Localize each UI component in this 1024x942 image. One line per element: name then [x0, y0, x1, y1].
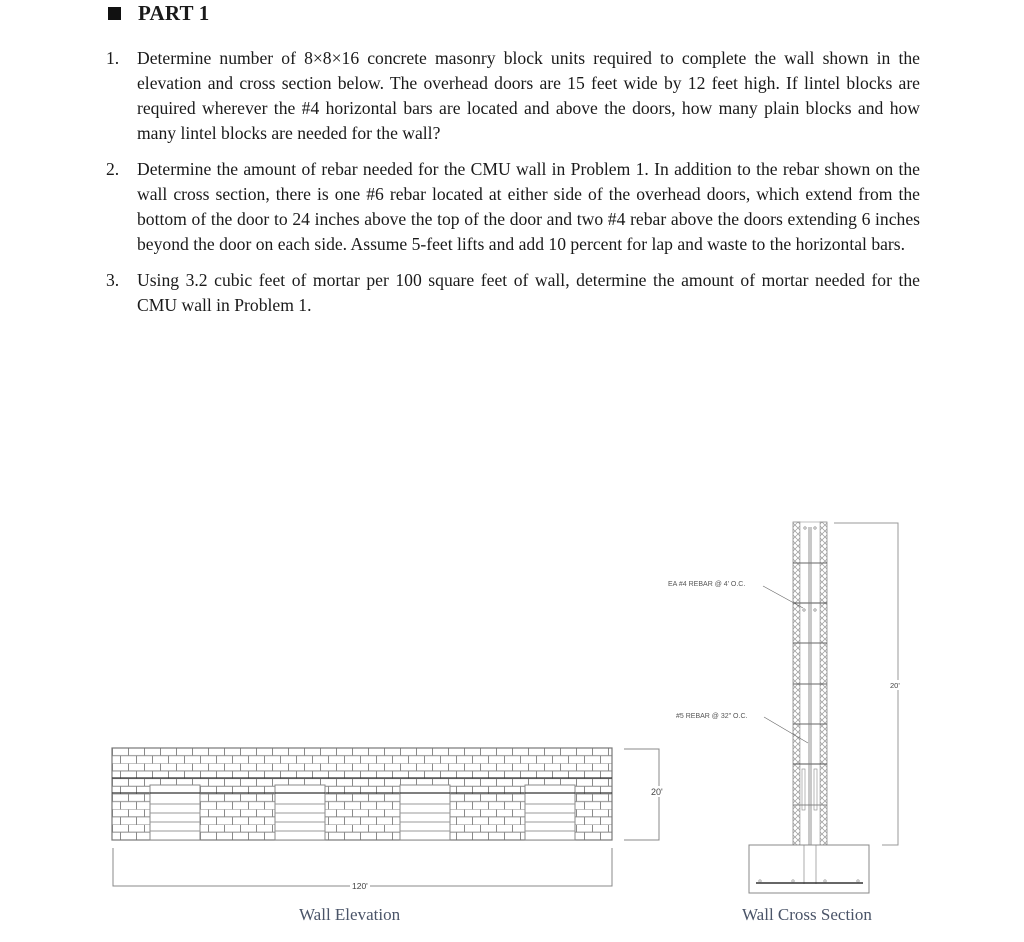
elevation-height-label: 20'	[651, 787, 663, 797]
overhead-door	[275, 785, 325, 840]
overhead-door	[400, 785, 450, 840]
cross-section-height-dimension	[834, 523, 903, 845]
wall-elevation	[112, 748, 664, 891]
footing	[749, 845, 869, 893]
elevation-caption: Wall Elevation	[299, 905, 401, 924]
cross-section-caption: Wall Cross Section	[742, 905, 872, 924]
elevation-length-label: 120'	[352, 881, 368, 891]
problem-text: Determine number of 8×8×16 concrete masonry block units required to complete the wall shown in the elevation and cross section below. The overhead doors are 15 feet wide by 12 feet high. If lintel blocks are required wherever the #4 horizontal bars are located and above the doors, how many plain blocks and how many lintel blocks are needed for the wall?	[137, 48, 920, 143]
wall-cross-section	[668, 522, 903, 893]
problem-number: 3.	[106, 270, 120, 290]
elevation-length-dimension	[113, 848, 612, 891]
callout-vertical-rebar: #5 REBAR @ 32" O.C.	[676, 713, 748, 720]
overhead-door	[525, 785, 575, 840]
elevation-height-dimension	[624, 749, 664, 840]
problem-number: 2.	[106, 159, 120, 179]
callout-horizontal-rebar: EA #4 REBAR @ 4' O.C.	[668, 581, 746, 588]
problem-text: Using 3.2 cubic feet of mortar per 100 square feet of wall, determine the amount of mortar needed for the CMU wall in Problem 1.	[137, 270, 920, 315]
problem-number: 1.	[106, 48, 120, 68]
section-title: PART 1	[138, 1, 210, 25]
problem-text: Determine the amount of rebar needed for the CMU wall in Problem 1. In addition to the rebar shown on the wall cross section, there is one #6 rebar located at either side of the overhead doors, which extend from the bottom of the door to 24 inches above the top of the door and two #4 rebar above the doors extending 6 inches beyond the door on each side. Assume 5-feet lifts and add 10 percent for lap and waste to the horizontal bars.	[137, 159, 920, 254]
overhead-door	[150, 785, 200, 840]
cross-section-height-label: 20'	[890, 681, 900, 690]
